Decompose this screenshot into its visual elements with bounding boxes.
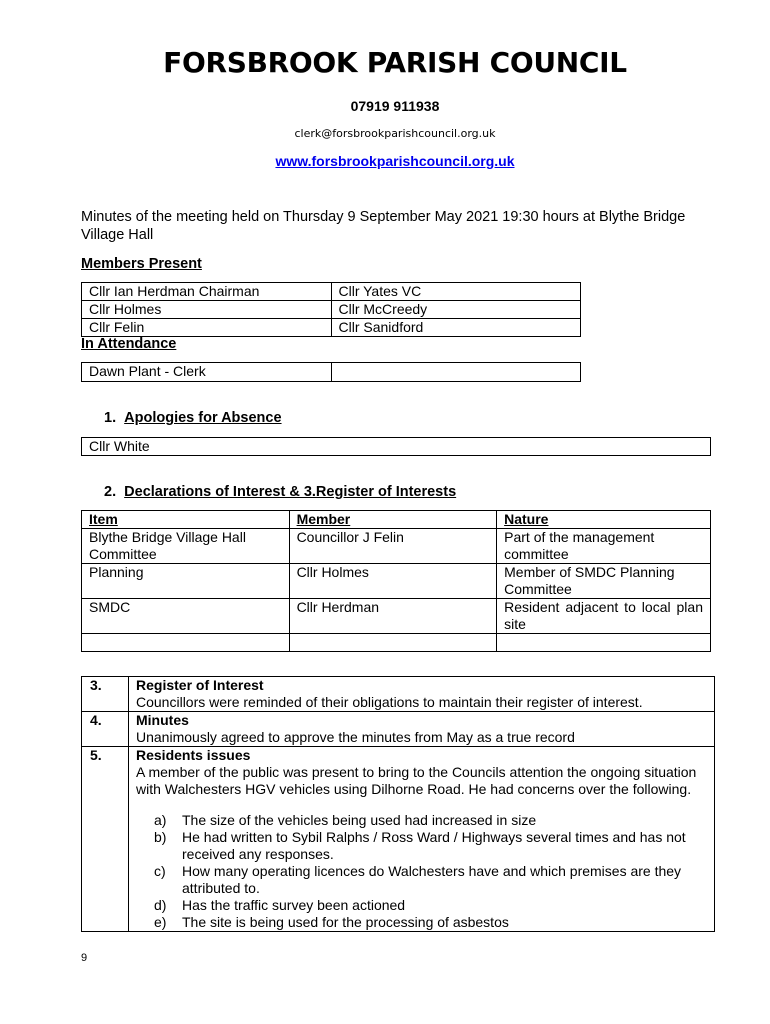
table-header-row [82,511,711,529]
table-row [82,677,715,712]
page-number: 9 [81,952,88,964]
table-cell [82,634,290,652]
table-cell: Councillor J Felin [289,529,497,564]
table-row [82,712,715,747]
table-row [82,438,711,456]
column-header: Member [289,511,497,529]
table-cell: Dawn Plant - Clerk [82,363,332,382]
list-text: Has the traffic survey been actioned [182,897,406,913]
item-number: 5. [82,747,129,932]
table-cell: Cllr Herdman [289,599,497,634]
table-cell: Cllr Holmes [82,301,332,319]
table-cell: Resident adjacent to local plan site [497,599,711,634]
agenda-items-table [81,676,715,932]
table-cell: Cllr Holmes [289,564,497,599]
table-cell: Cllr White [82,438,711,456]
table-cell: Cllr Sanidford [331,319,581,337]
attendance-table [81,362,581,382]
website-link[interactable]: www.forsbrookparishcouncil.org.uk [275,153,515,169]
section-number: 1. [104,410,117,426]
section-title: Declarations of Interest & 3.Register of Interests [124,484,457,500]
column-header: Nature [497,511,711,529]
table-row [82,529,711,564]
list-text: How many operating licences do Walchesters have and which premises are they attributed to. [182,863,682,896]
item-text: Unanimously agreed to approve the minutes from May as a true record [136,729,575,745]
table-row [82,319,581,337]
column-header: Item [82,511,290,529]
list-text: The site is being used for the processing of asbestos [182,914,509,930]
item-content [129,712,715,747]
section-title: Apologies for Absence [124,410,282,426]
declarations-heading [104,484,456,500]
table-cell: Planning [82,564,290,599]
list-item [136,863,714,897]
item-number: 3. [82,677,129,712]
list-text: He had written to Sybil Ralphs / Ross Ward / Highways several times and has not received any responses. [182,829,686,862]
table-row [82,599,711,634]
item-number: 4. [82,712,129,747]
table-cell [497,634,711,652]
table-cell: Cllr Yates VC [331,283,581,301]
item-title: Residents issues [136,747,251,763]
table-row [82,363,581,382]
table-row [82,301,581,319]
item-title: Register of Interest [136,677,264,693]
table-cell [289,634,497,652]
table-row [82,634,711,652]
website-line [0,153,770,169]
list-marker: e) [154,914,167,930]
apologies-heading [104,410,282,426]
item-title: Minutes [136,712,189,728]
table-cell: Blythe Bridge Village Hall Committee [82,529,290,564]
table-cell [331,363,581,382]
table-row [82,747,715,932]
table-cell: Cllr McCreedy [331,301,581,319]
list-marker: d) [154,897,167,913]
apologies-table [81,437,711,456]
list-item [136,897,714,914]
list-item [136,829,714,863]
table-cell: Part of the management committee [497,529,711,564]
item-text: A member of the public was present to bring to the Councils attention the ongoing situation with Walchesters HGV vehicles using Dilhorne Road. He had concerns over the following. [136,764,697,797]
list-marker: a) [154,812,167,828]
section-number: 2. [104,484,117,500]
concerns-list [136,812,714,931]
list-item [136,914,714,931]
table-cell: SMDC [82,599,290,634]
declarations-table [81,510,711,652]
meeting-intro: Minutes of the meeting held on Thursday 9 September May 2021 19:30 hours at Blythe Bridge Village Hall [81,209,686,243]
list-marker: b) [154,829,167,845]
attendance-heading: In Attendance [81,336,177,352]
list-text: The size of the vehicles being used had increased in size [182,812,537,828]
table-cell: Member of SMDC Planning Committee [497,564,711,599]
list-marker: c) [154,863,166,879]
email-address: clerk@forsbrookparishcouncil.org.uk [294,127,496,140]
table-cell: Cllr Ian Herdman Chairman [82,283,332,301]
item-text: Councillors were reminded of their obligations to maintain their register of interest. [136,694,643,710]
members-table [81,282,581,337]
list-item [136,812,714,829]
table-cell: Cllr Felin [82,319,332,337]
table-row [82,283,581,301]
item-content [129,747,715,932]
table-row [82,564,711,599]
members-heading: Members Present [81,256,202,272]
phone-number: 07919 911938 [350,98,440,114]
item-content [129,677,715,712]
council-title: FORSBROOK PARISH COUNCIL [163,46,627,79]
